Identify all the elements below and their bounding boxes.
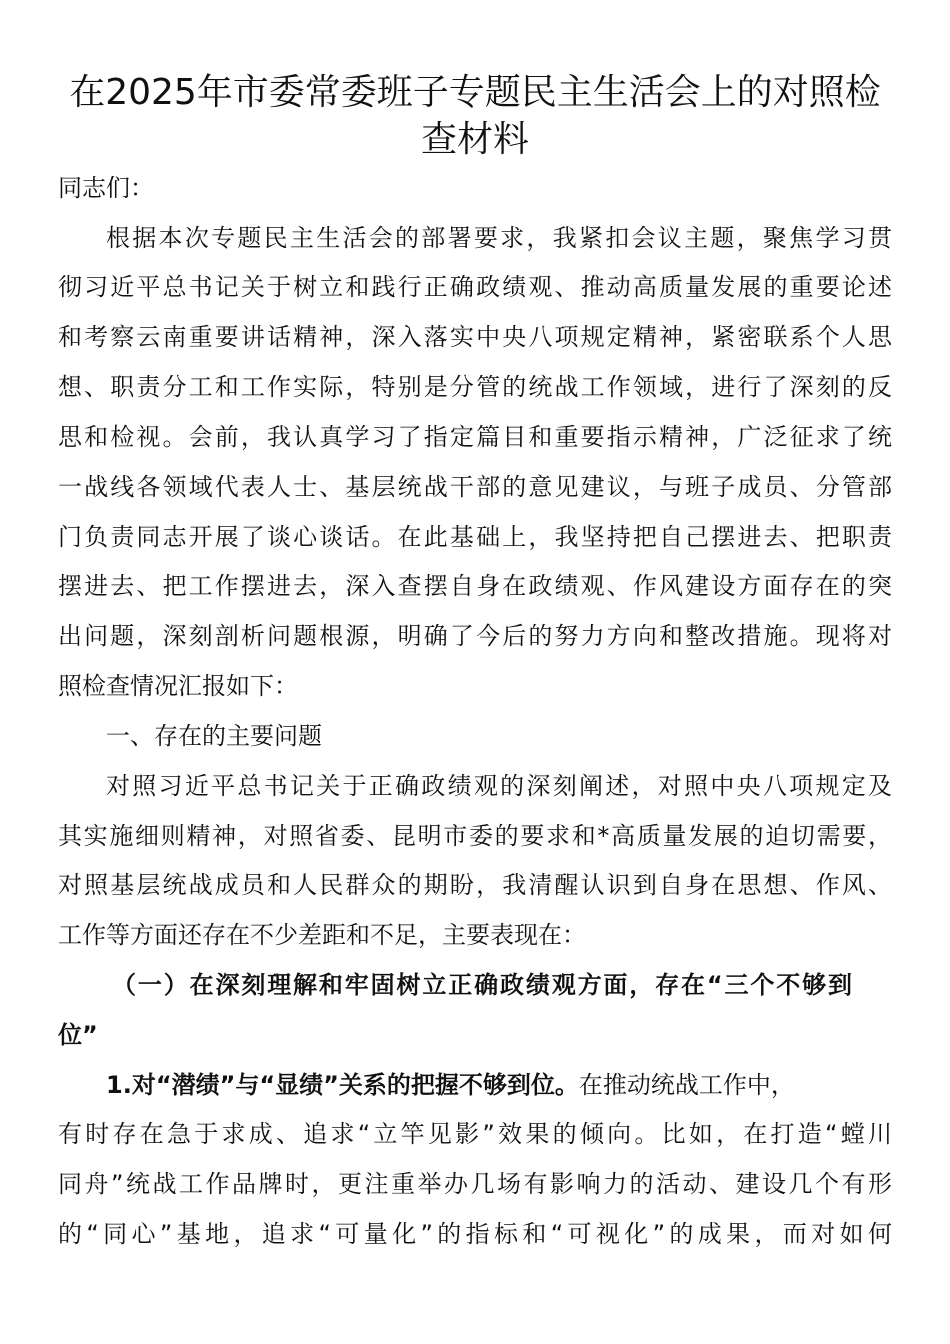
point-line: 有时存在急于求成、追求“立竿见影”效果的倾向。比如，在打造“螳川 <box>58 1120 892 1148</box>
intro-line: 照检查情况汇报如下： <box>58 672 298 700</box>
point-line <box>106 1069 892 1101</box>
document-title-line-2: 查材料 <box>420 119 529 160</box>
section-line: 对照习近平总书记关于正确政绩观的深刻阐述，对照中央八项规定及 <box>106 772 892 800</box>
subsection-heading: （一）在深刻理解和牢固树立正确政绩观方面，存在“三个不够到 <box>112 971 852 999</box>
intro-line: 门负责同志开展了谈心谈话。在此基础上，我坚持把自己摆进去、把职责 <box>58 523 892 551</box>
section-heading: 一、存在的主要问题 <box>106 722 322 750</box>
intro-line: 一战线各领域代表人士、基层统战干部的意见建议，与班子成员、分管部 <box>58 473 892 501</box>
section-line: 其实施细则精神，对照省委、昆明市委的要求和*高质量发展的迫切需要， <box>58 822 892 850</box>
intro-line: 和考察云南重要讲话精神，深入落实中央八项规定精神，紧密联系个人思 <box>58 323 892 351</box>
intro-line: 思和检视。会前，我认真学习了指定篇目和重要指示精神，广泛征求了统 <box>58 423 892 451</box>
subsection-heading: 位” <box>58 1021 98 1049</box>
section-line: 工作等方面还存在不少差距和不足，主要表现在： <box>58 921 586 949</box>
salutation: 同志们： <box>58 174 154 202</box>
intro-line: 根据本次专题民主生活会的部署要求，我紧扣会议主题，聚焦学习贯 <box>106 224 892 252</box>
point-text: 在推动统战工作中， <box>578 1071 795 1099</box>
document-title-line-1: 在2025年市委常委班子专题民主生活会上的对照检 <box>69 72 881 113</box>
intro-line: 彻习近平总书记关于树立和践行正确政绩观、推动高质量发展的重要论述 <box>58 273 892 301</box>
point-line: 的“同心”基地，追求“可量化”的指标和“可视化”的成果，而对如何 <box>58 1220 892 1248</box>
intro-line: 想、职责分工和工作实际，特别是分管的统战工作领域，进行了深刻的反 <box>58 373 892 401</box>
point-heading: 1.对“潜绩”与“显绩”关系的把握不够到位。 <box>106 1071 579 1099</box>
point-line: 同舟”统战工作品牌时，更注重举办几场有影响力的活动、建设几个有形 <box>58 1170 892 1198</box>
intro-line: 出问题，深刻剖析问题根源，明确了今后的努力方向和整改措施。现将对 <box>58 622 892 650</box>
intro-line: 摆进去、把工作摆进去，深入查摆自身在政绩观、作风建设方面存在的突 <box>58 572 892 600</box>
section-line: 对照基层统战成员和人民群众的期盼，我清醒认识到自身在思想、作风、 <box>58 871 892 899</box>
